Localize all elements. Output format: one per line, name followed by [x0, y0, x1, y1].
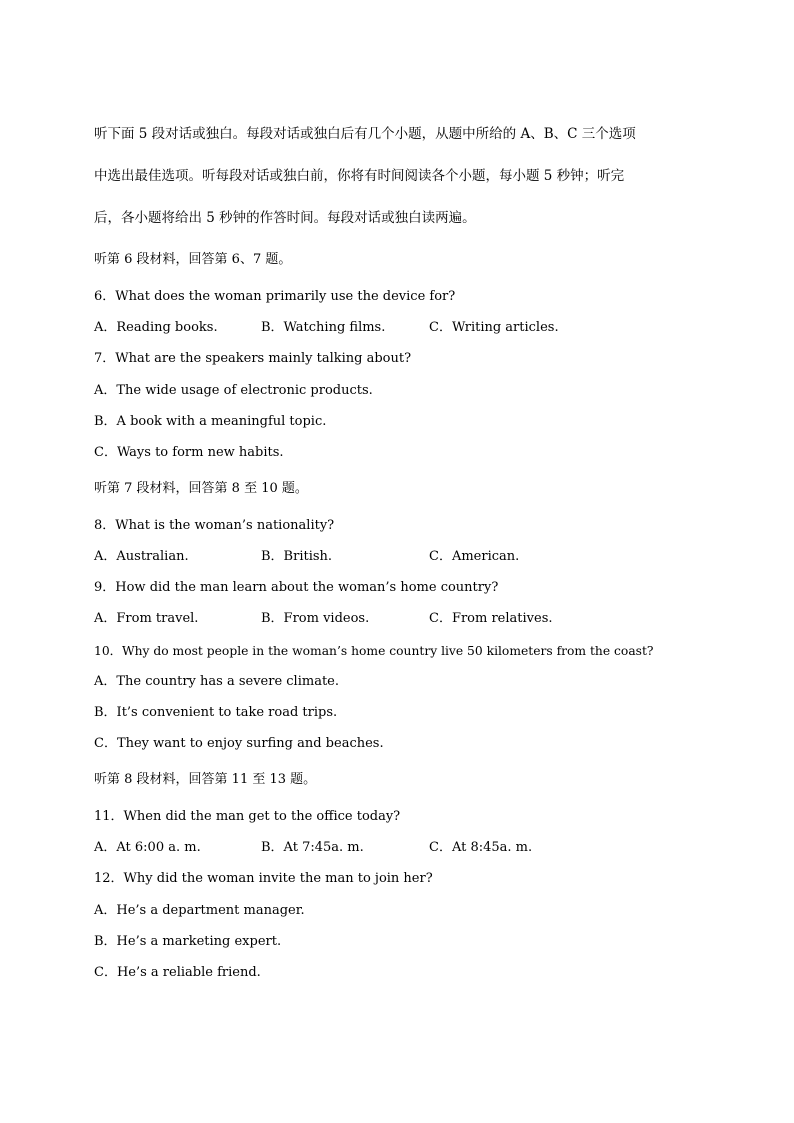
question-11: 11．When did the man get to the office today? [94, 809, 401, 824]
question-10-option-b: B．It’s convenient to take road trips. [94, 705, 338, 720]
question-6-option-b: B．Watching films. [261, 320, 386, 335]
section-heading-8: 听第 8 段材料，回答第 11 至 13 题。 [94, 772, 317, 787]
question-10-option-a: A．The country has a severe climate. [94, 674, 340, 689]
question-10: 10．Why do most people in the woman’s home country live 50 kilometers from the coast? [94, 644, 654, 658]
question-11-option-a: A．At 6:00 a. m. [94, 840, 201, 855]
question-8-option-a: A．Australian. [94, 549, 189, 564]
question-12-option-a: A．He’s a department manager. [94, 903, 305, 918]
question-12-option-b: B．He’s a marketing expert. [94, 934, 282, 949]
question-11-option-b: B．At 7:45a. m. [261, 840, 364, 855]
question-6-option-c: C．Writing articles. [429, 320, 559, 335]
question-9-option-a: A．From travel. [94, 611, 199, 626]
question-6: 6．What does the woman primarily use the device for? [94, 289, 456, 304]
question-9-option-b: B．From videos. [261, 611, 370, 626]
question-8: 8．What is the woman’s nationality? [94, 518, 335, 533]
question-7-option-c: C．Ways to form new habits. [94, 445, 284, 460]
question-11-option-c: C．At 8:45a. m. [429, 840, 533, 855]
instruction-line-1: 听下面 5 段对话或独白。每段对话或独白后有几个小题，从题中所给的 A、B、C 三个选项 [94, 126, 636, 142]
instruction-line-3: 后，各小题将给出 5 秒钟的作答时间。每段对话或独白读两遍。 [94, 210, 476, 226]
instruction-line-2: 中选出最佳选项。听每段对话或独白前，你将有时间阅读各个小题，每小题 5 秒钟；听完 [94, 168, 625, 184]
section-heading-7: 听第 7 段材料，回答第 8 至 10 题。 [94, 481, 308, 496]
question-6-option-a: A．Reading books. [94, 320, 218, 335]
question-9: 9．How did the man learn about the woman’s home country? [94, 580, 499, 595]
question-8-option-b: B．British. [261, 549, 333, 564]
question-7: 7．What are the speakers mainly talking about? [94, 351, 412, 366]
question-7-option-a: A．The wide usage of electronic products. [94, 383, 373, 398]
question-12: 12．Why did the woman invite the man to join her? [94, 871, 433, 886]
section-heading-6: 听第 6 段材料，回答第 6、7 题。 [94, 252, 292, 267]
question-8-option-c: C．American. [429, 549, 520, 564]
question-12-option-c: C．He’s a reliable friend. [94, 965, 261, 980]
question-9-option-c: C．From relatives. [429, 611, 553, 626]
question-7-option-b: B．A book with a meaningful topic. [94, 414, 327, 429]
question-10-option-c: C．They want to enjoy surfing and beaches. [94, 736, 384, 751]
